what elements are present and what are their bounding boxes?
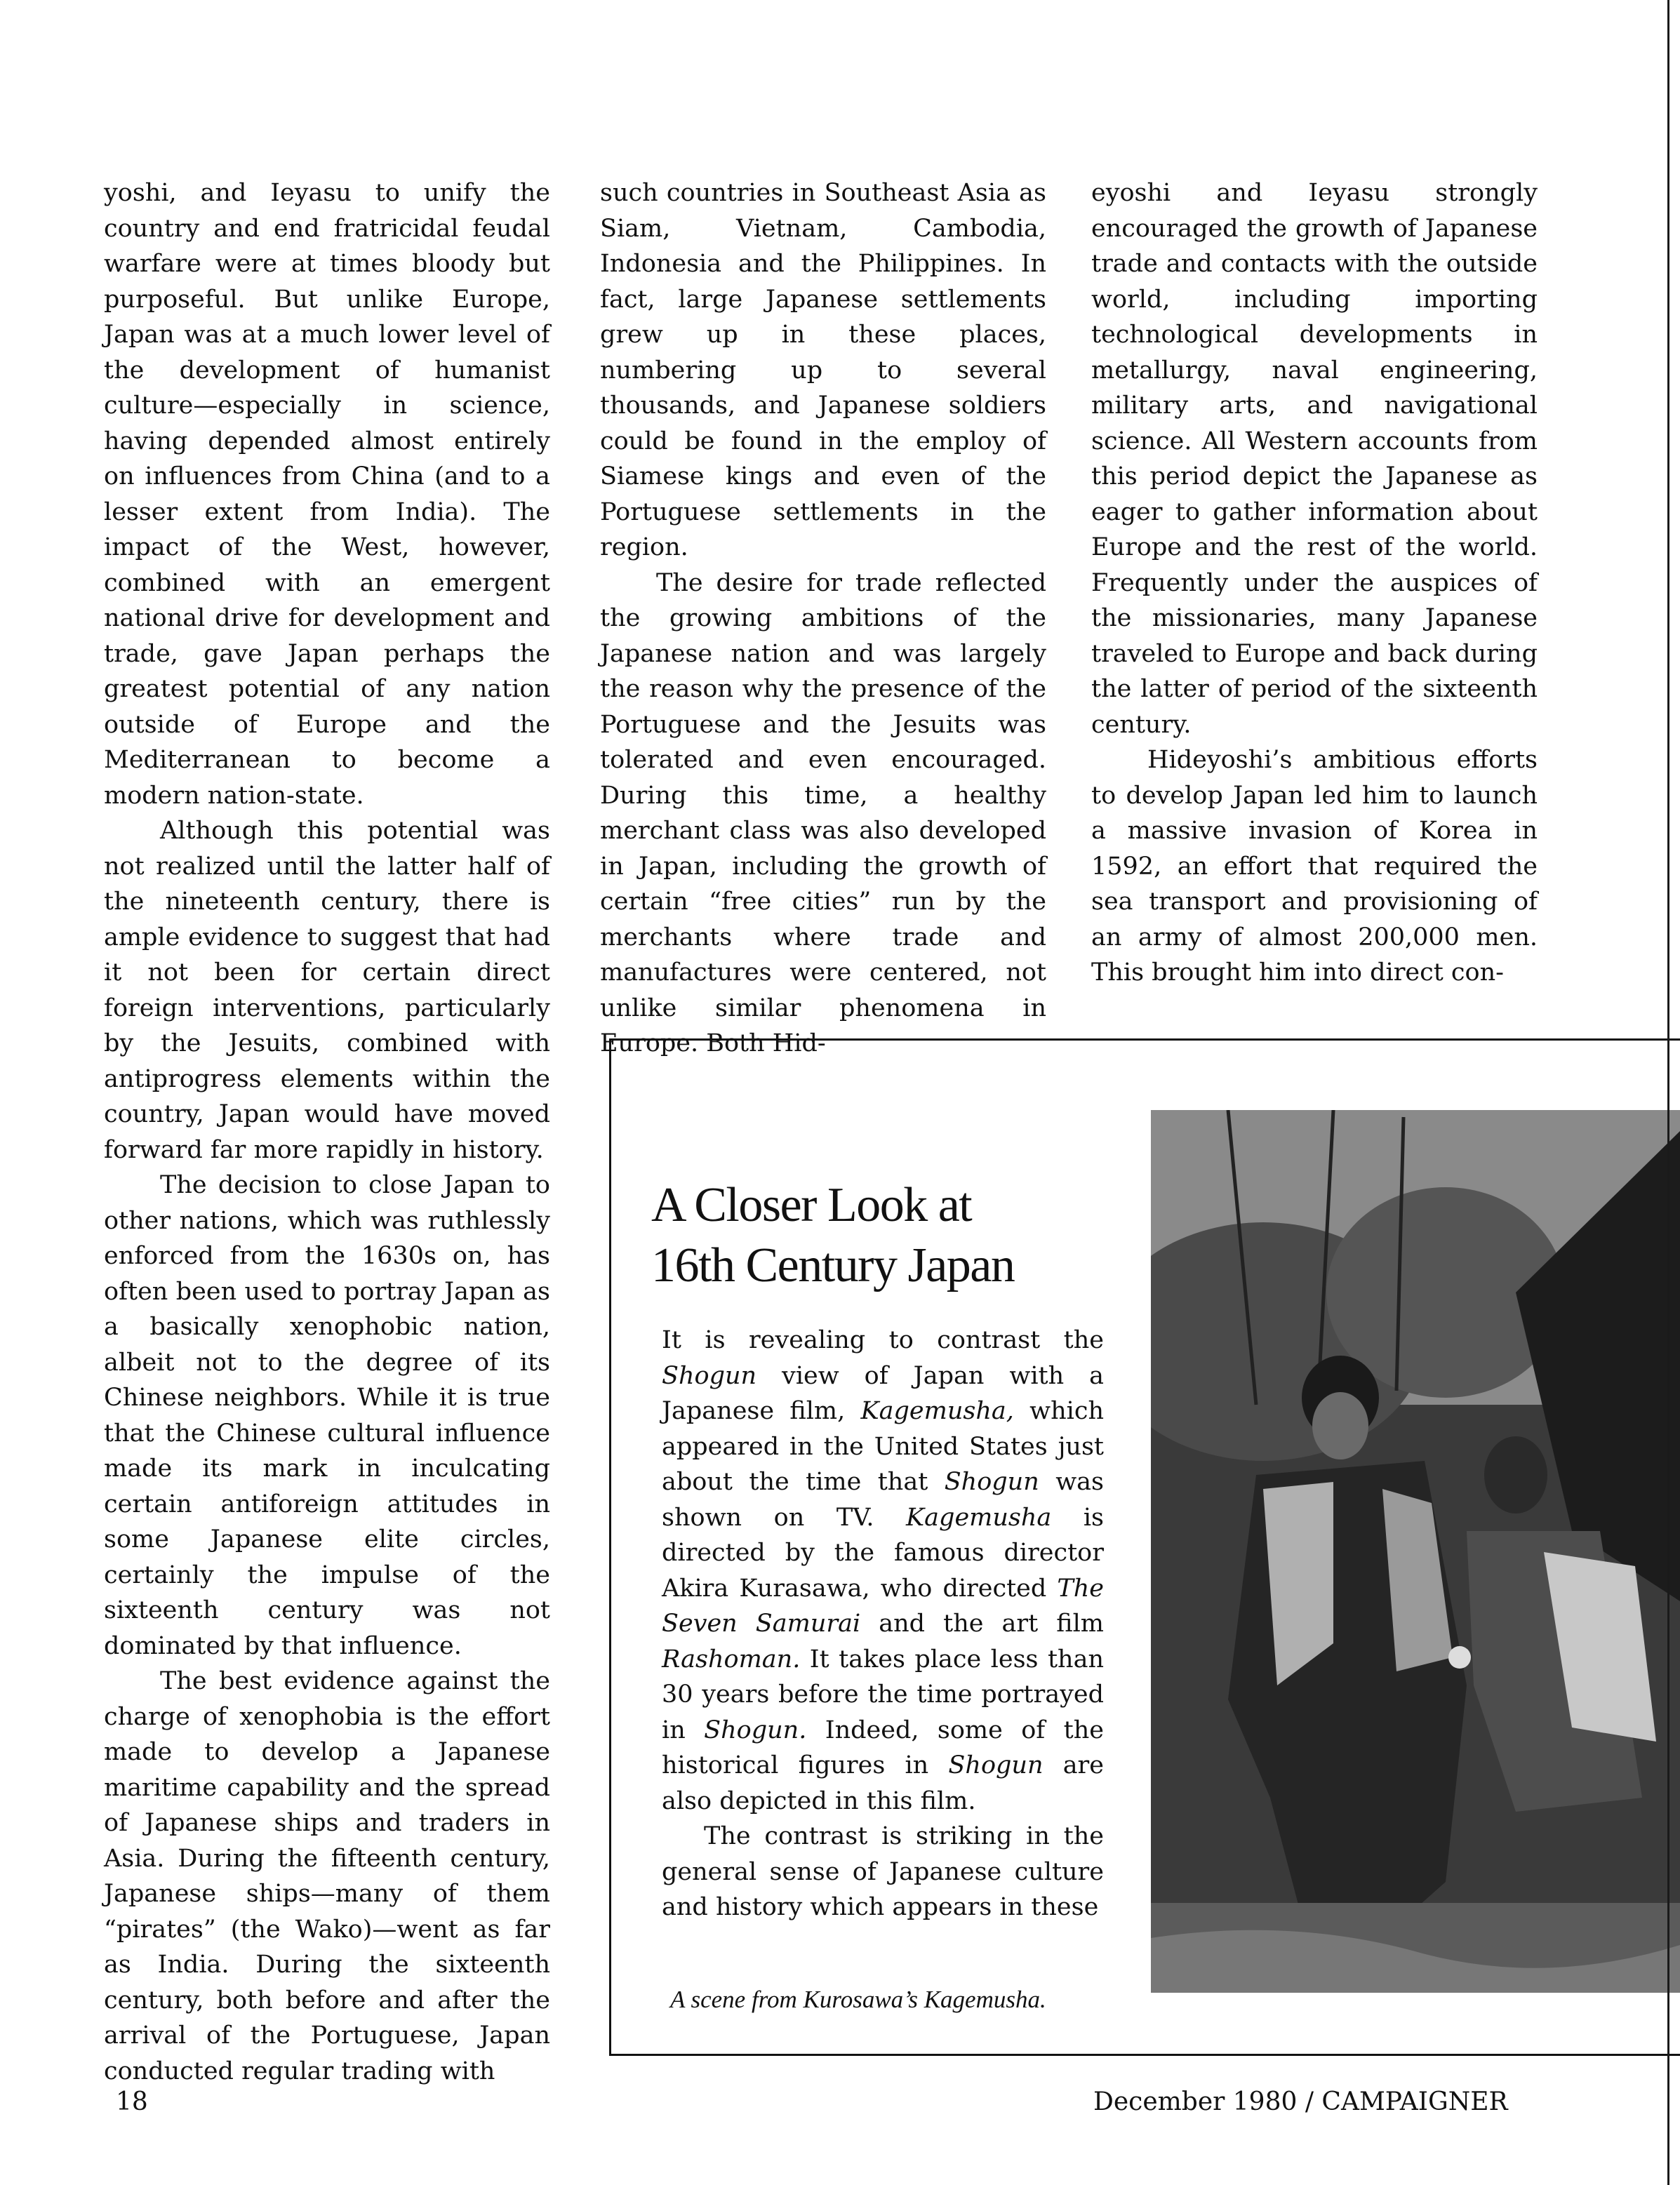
text-run: view of Japan with a Japanese film, [662,1361,1104,1425]
page-edge-rule [1667,0,1669,2185]
paragraph: Hideyoshi’s ambitious efforts to develop Japan led him to launch a massive invasion of Korea in 1592, an effort that required the sea transport and provisioning of an army of almost 200,000 men. This brought him into direct con- [1091,746,1538,987]
text-run: It takes place less than 30 years before the time portrayed in [662,1645,1104,1744]
italic-title: Rashoman. [662,1645,801,1673]
article-column-2 [600,175,1046,1062]
italic-title: Shogun [944,1468,1039,1496]
text-run: are also depicted in this film. [662,1751,1104,1815]
paragraph: The desire for trade reflected the growing ambitions of the Japanese nation and was largely the reason why the presence of the Portuguese and the Jesuits was tolerated and even encouraged. During this time, a healthy merchant class was also developed in Japan, including the growth of certain “free cities” run by the merchants where trade and manufactures were centered, not unlike similar phenomena in Europe. Both Hid- [600,568,1046,1057]
text-run: is directed by the famous director Akira Kurasawa, who directed [662,1503,1104,1603]
sidebar-title-line: A Closer Look at [651,1178,972,1232]
italic-title: The Seven Samurai [662,1574,1104,1638]
italic-title: Kagemusha [906,1503,1052,1532]
page-number: 18 [116,2087,148,2116]
paragraph: eyoshi and Ieyasu strongly encouraged the growth of Japanese trade and contacts with the outside world, including importing technological developments in metallurgy, naval engineering, military arts, and navigational science. All Western accounts from this period depict the Japanese as eager to gather information about Europe and the rest of the world. Frequently under the auspices of the missionaries, many Japanese traveled to Europe and back during the latter of period of the sixteenth century. [1091,179,1538,739]
paragraph: such countries in Southeast Asia as Siam, Vietnam, Cambodia, Indonesia and the Philippines. In fact, large Japanese settlements grew up in these places, numbering up to several thousands, and Japanese soldiers could be found in the employ of Siamese kings and even of the Portuguese settlements in the region. [600,179,1046,561]
paragraph: The best evidence against the charge of xenophobia is the effort made to develop a Japanese maritime capability and the spread of Japanese ships and traders in Asia. During the fifteenth century, Japanese ships—many of them “pirates” (the Wako)—went as far as India. During the sixteenth century, both before and after the arrival of the Portuguese, Japan conducted regular trading with [104,1667,550,2085]
article-column-1 [104,175,550,2089]
film-still-photo [1151,1110,1680,1993]
text-run: Indeed, some of the historical figures in [662,1716,1104,1779]
text-run: It is revealing to contrast the [662,1326,1104,1354]
sidebar-paragraph: The contrast is striking in the general sense of Japanese culture and history which appears in these [662,1822,1104,1921]
text-run: was shown on TV. [662,1468,1104,1532]
italic-title: Shogun. [704,1716,807,1744]
sidebar-title [651,1175,1100,1296]
italic-title: Shogun [662,1361,757,1390]
sidebar-body [662,1323,1104,1925]
italic-title: Kagemusha, [860,1397,1014,1425]
text-run: and the art film [860,1610,1104,1638]
text-run: which appeared in the United States just about the time that [662,1397,1104,1496]
article-column-3 [1091,175,1538,991]
paragraph: Although this potential was not realized until the latter half of the nineteenth century, there is ample evidence to suggest that had it not been for certain direct foreign interventions, particularly by the Jesuits, combined with antiprogress elements within the country, Japan would have moved forward far more rapidly in history. [104,817,550,1164]
italic-title: Shogun [948,1751,1044,1779]
sidebar-title-line: 16th Century Japan [651,1238,1015,1292]
photo-caption: A scene from Kurosawa’s Kagemusha. [670,1986,1046,2013]
paragraph: The decision to close Japan to other nations, which was ruthlessly enforced from the 1630s on, has often been used to portray Japan as a basically xenophobic nation, albeit not to the degree of its Chinese neighbors. While it is true that the Chinese cultural influence made its mark in inculcating certain antiforeign attitudes in some Japanese elite circles, certainly the impulse of the sixteenth century was not dominated by that influence. [104,1171,550,1660]
sidebar-paragraph [662,1323,1104,1819]
paragraph: yoshi, and Ieyasu to unify the country and end fratricidal feudal warfare were at times bloody but purposeful. But unlike Europe, Japan was at a much lower level of the development of humanist culture—especially in science, having depended almost entirely on influences from China (and to a lesser extent from India). The impact of the West, however, combined with an emergent national drive for development and trade, gave Japan perhaps the greatest potential of any nation outside of Europe and the Mediterranean to become a modern nation-state. [104,179,550,810]
issue-footer: December 1980 / CAMPAIGNER [1093,2087,1508,2116]
film-still-image [1151,1110,1680,1993]
